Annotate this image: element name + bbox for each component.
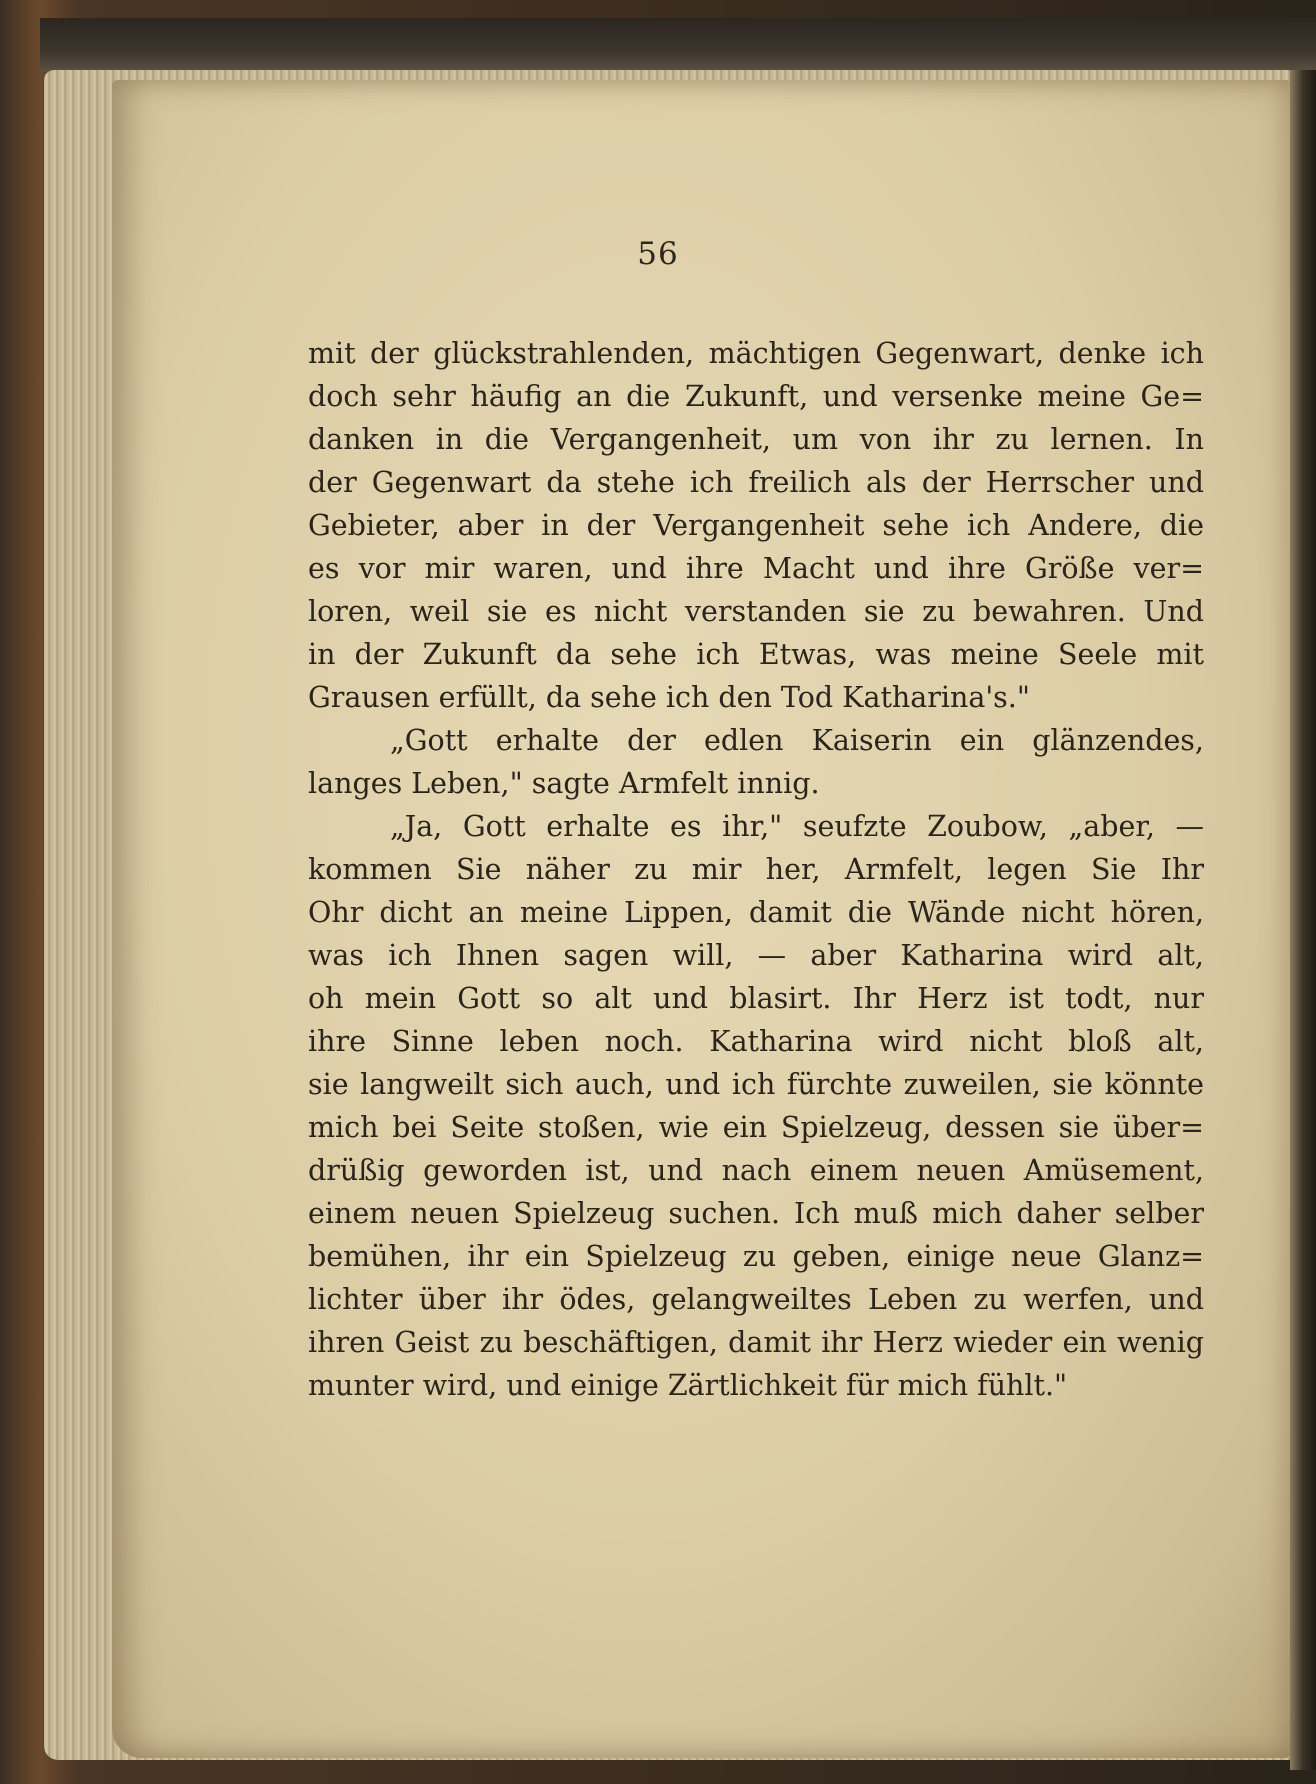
text-line: bemühen, ihr ein Spielzeug zu geben, einige neue Glanz= (308, 1240, 1204, 1273)
text-line: Grausen erfüllt, da sehe ich den Tod Katharina's." (308, 681, 1030, 714)
text-line: doch sehr häufig an die Zukunft, und versenke meine Ge= (308, 380, 1204, 413)
book-top-edge (40, 18, 1316, 72)
page-text (308, 332, 1204, 1407)
text-line: mit der glückstrahlenden, mächtigen Gegenwart, denke ich (308, 337, 1204, 370)
text-line: lichter über ihr ödes, gelangweiltes Leben zu werfen, und (308, 1283, 1204, 1316)
text-line: kommen Sie näher zu mir her, Armfelt, legen Sie Ihr (308, 853, 1204, 886)
text-line: Gebieter, aber in der Vergangenheit sehe ich Andere, die (308, 509, 1204, 542)
text-line: sie langweilt sich auch, und ich fürchte zuweilen, sie könnte (308, 1068, 1204, 1101)
text-line: danken in die Vergangenheit, um von ihr zu lernen. In (308, 423, 1204, 456)
text-line: mich bei Seite stoßen, wie ein Spielzeug, dessen sie über= (308, 1111, 1204, 1144)
text-line: langes Leben," sagte Armfelt innig. (308, 767, 820, 800)
text-line: der Gegenwart da stehe ich freilich als der Herrscher und (308, 466, 1204, 499)
text-line: „Ja, Gott erhalte es ihr," seufzte Zoubow, „aber, — (390, 810, 1204, 843)
text-line: drüßig geworden ist, und nach einem neuen Amüsement, (308, 1154, 1204, 1187)
text-line: es vor mir waren, und ihre Macht und ihre Größe ver= (308, 552, 1204, 585)
text-line: in der Zukunft da sehe ich Etwas, was meine Seele mit (308, 638, 1204, 671)
text-line: Ohr dicht an meine Lippen, damit die Wände nicht hören, (308, 896, 1204, 929)
page-number: 56 (637, 236, 679, 272)
text-line: ihre Sinne leben noch. Katharina wird nicht bloß alt, (308, 1025, 1204, 1058)
text-line: was ich Ihnen sagen will, — aber Katharina wird alt, (308, 939, 1204, 972)
text-line: munter wird, und einige Zärtlichkeit für mich fühlt." (308, 1369, 1068, 1402)
text-line: ihren Geist zu beschäftigen, damit ihr Herz wieder ein wenig (308, 1326, 1204, 1359)
book-right-edge (1290, 70, 1316, 1770)
text-line: „Gott erhalte der edlen Kaiserin ein glänzendes, (390, 724, 1204, 757)
text-line: loren, weil sie es nicht verstanden sie zu bewahren. Und (308, 595, 1204, 628)
text-line: einem neuen Spielzeug suchen. Ich muß mich daher selber (308, 1197, 1204, 1230)
text-line: oh mein Gott so alt und blasirt. Ihr Herz ist todt, nur (308, 982, 1204, 1015)
